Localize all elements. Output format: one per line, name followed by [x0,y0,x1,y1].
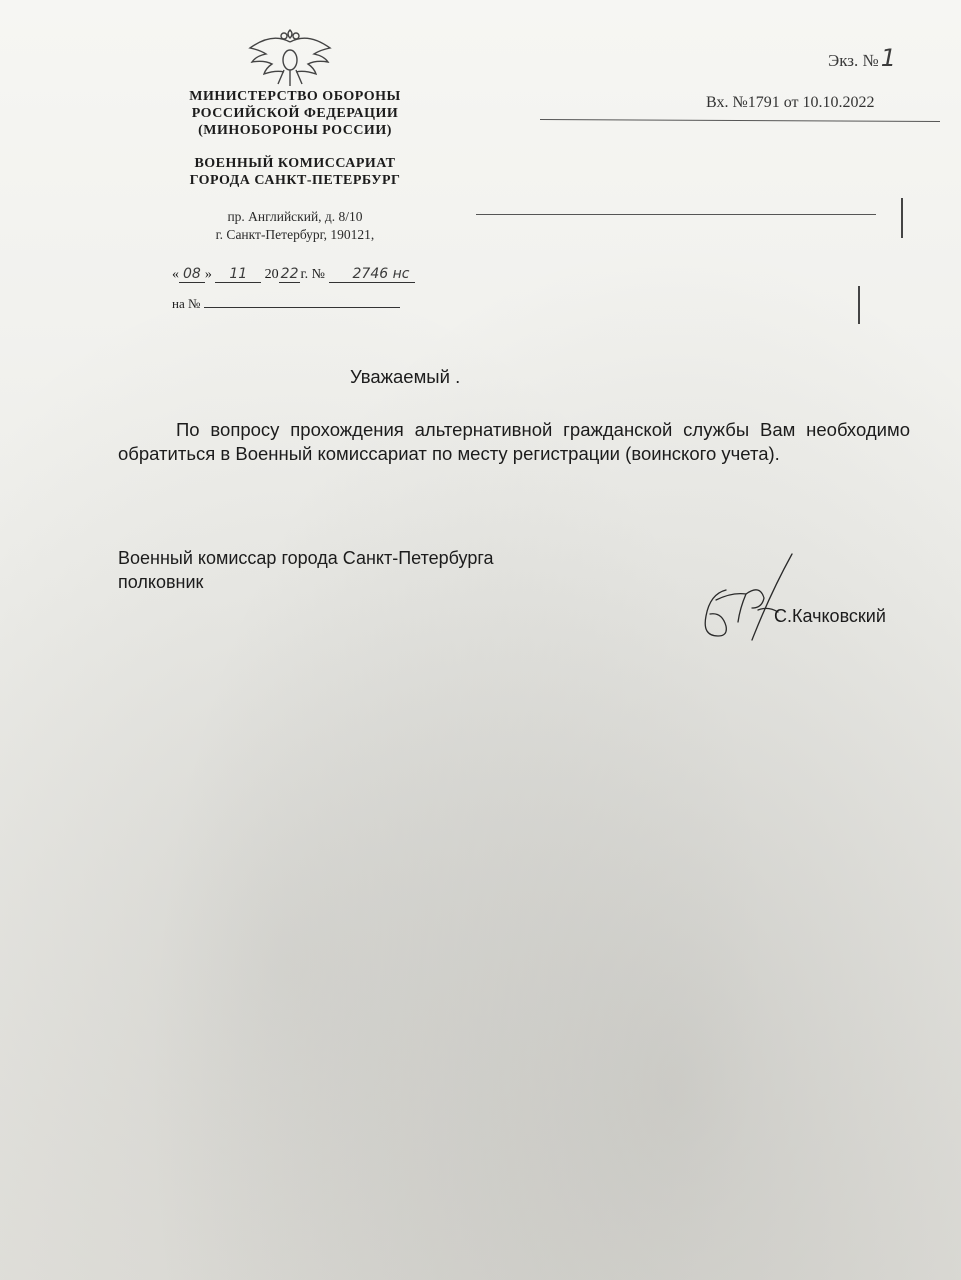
divider-line [476,214,876,215]
address-line-2: г. Санкт-Петербург, 190121, [215,227,375,242]
outgoing-year-prefix: 20 [264,267,279,282]
incoming-registration: Вх. №1791 от 10.10.2022 [706,94,875,111]
outgoing-month: 11 [215,266,261,283]
copy-number [828,44,898,72]
signatory-title [118,546,494,594]
sender-address [150,208,440,244]
signatory-position: Военный комиссар города Санкт-Петербурга [118,548,494,568]
outgoing-year-unit: г. [300,267,309,282]
ministry-name [150,88,440,139]
commissariat-line-1: ВОЕННЫЙ КОМИССАРИАТ [194,156,396,171]
ministry-line-1: МИНИСТЕРСТВО ОБОРОНЫ [189,89,401,104]
outgoing-date-number: « 08 » 11 20 22 г. № 2746 нс [172,266,415,283]
outgoing-day: 08 [179,266,205,283]
commissariat-line-2: ГОРОДА САНКТ-ПЕТЕРБУРГ [189,173,401,188]
letter-paragraph: По вопросу прохождения альтернативной гражданской службы Вам необходимо обратиться в Военный комиссариат по месту регистрации (воинского учета). [118,419,910,464]
reply-to-blank [204,307,400,308]
commissariat-name [150,155,440,189]
handwritten-signature [696,550,806,650]
greeting: Уважаемый . [350,366,461,387]
signatory-rank: полковник [118,572,204,592]
outgoing-number-label: № [311,267,326,282]
reply-to-label: на № [172,296,201,311]
signatory-name: С.Качковский [774,606,886,626]
copy-number-value: 1 [880,44,896,72]
divider-line [540,119,940,122]
double-headed-eagle-emblem [244,24,336,90]
outgoing-number: 2746 нс [329,266,416,283]
ministry-line-3: (МИНОБОРОНЫ РОССИИ) [198,123,392,138]
ministry-line-2: РОССИЙСКОЙ ФЕДЕРАЦИИ [191,106,399,121]
address-line-1: пр. Английский, д. 8/10 [227,209,363,224]
margin-mark [858,286,860,324]
letter-body [118,418,910,466]
outgoing-year-suffix: 22 [280,266,299,282]
margin-mark [901,198,903,238]
reply-to-line [172,296,400,312]
copy-label: Экз. № [828,51,879,70]
